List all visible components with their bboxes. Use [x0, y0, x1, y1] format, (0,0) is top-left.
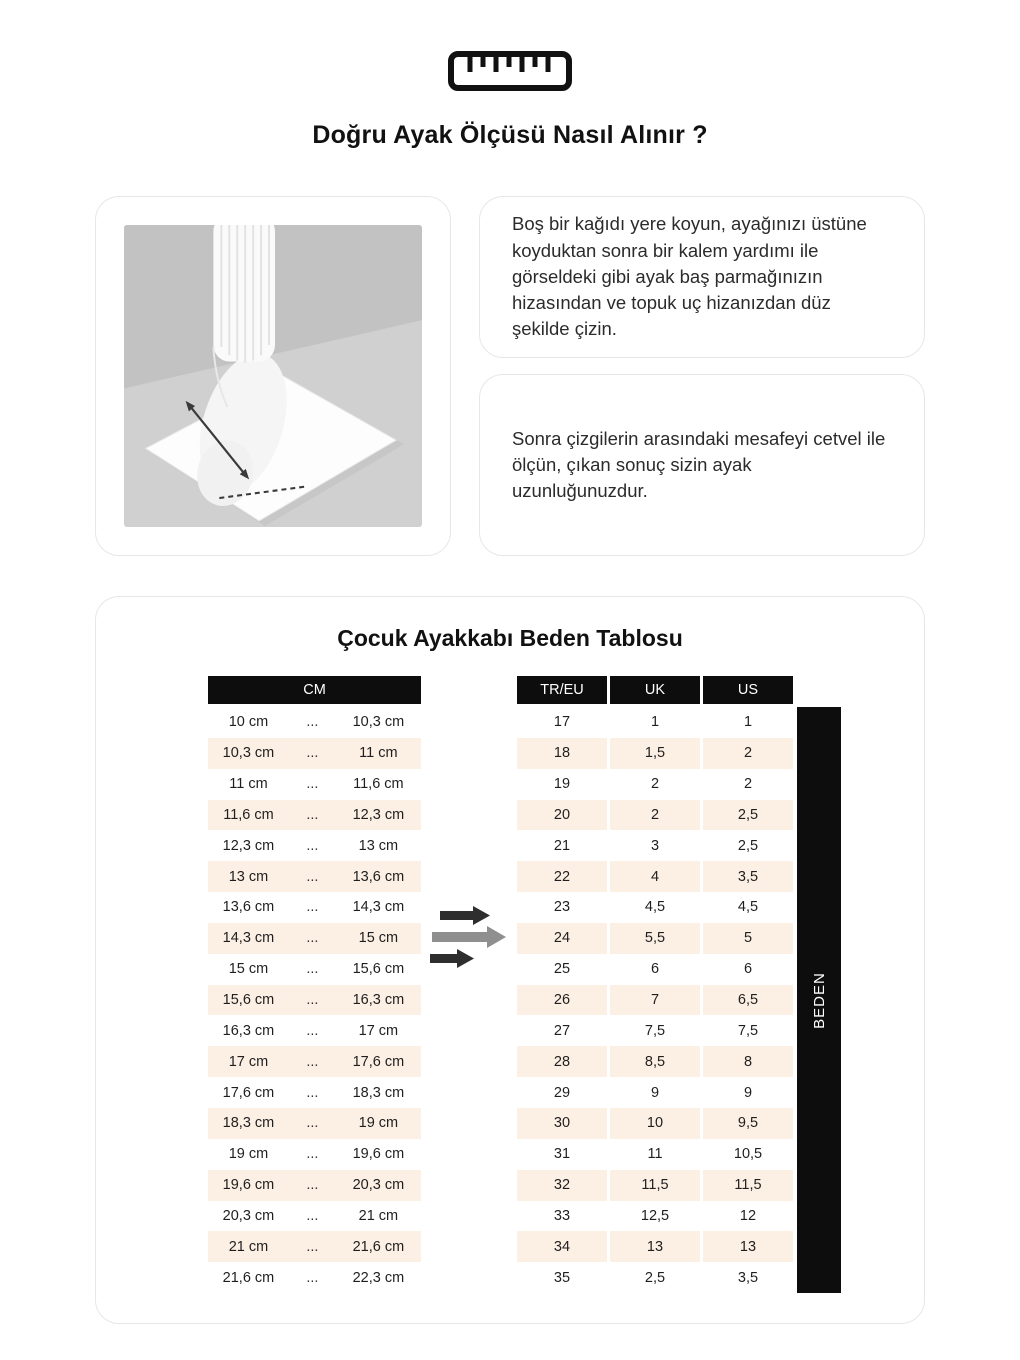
page-title: Doğru Ayak Ölçüsü Nasıl Alınır ? — [312, 121, 708, 149]
cm-table-row — [208, 861, 421, 892]
cm-to-value: 21 cm — [358, 1207, 399, 1224]
size-table-row — [517, 1077, 793, 1108]
size-cell: 7 — [610, 985, 700, 1016]
cm-to-value: 10,3 cm — [352, 714, 405, 731]
cm-from-value: 18,3 cm — [222, 1115, 275, 1132]
cm-separator: ... — [306, 1115, 319, 1132]
cm-separator: ... — [306, 930, 319, 947]
cm-to-value: 13 cm — [358, 837, 399, 854]
cm-from-value: 10,3 cm — [222, 745, 275, 762]
size-table-row — [517, 1046, 793, 1077]
size-table-row — [517, 954, 793, 985]
size-table-header: TR/EU — [517, 676, 607, 704]
cm-table-row — [208, 830, 421, 861]
cm-table-row — [208, 954, 421, 985]
cm-table-row — [208, 800, 421, 831]
cm-from-value: 21,6 cm — [222, 1269, 275, 1286]
size-table-head — [517, 676, 793, 704]
size-cell: 2 — [703, 769, 793, 800]
cm-to-value: 17 cm — [358, 1022, 399, 1039]
cm-to-value: 15,6 cm — [352, 961, 405, 978]
cm-table-row — [208, 985, 421, 1016]
size-cell: 7,5 — [610, 1015, 700, 1046]
cm-table-row — [208, 769, 421, 800]
cm-from-value: 21 cm — [228, 1238, 269, 1255]
cm-to-value: 12,3 cm — [352, 806, 405, 823]
cm-separator: ... — [306, 837, 319, 854]
size-cell: 4 — [610, 861, 700, 892]
cm-table-row — [208, 1170, 421, 1201]
size-cell: 8 — [703, 1046, 793, 1077]
size-chart-card — [95, 596, 925, 1324]
cm-from-value: 13 cm — [228, 868, 269, 885]
beden-side-label: BEDEN — [810, 971, 828, 1029]
size-cell: 27 — [517, 1015, 607, 1046]
size-cell: 11,5 — [703, 1170, 793, 1201]
cm-separator: ... — [306, 1207, 319, 1224]
size-cell: 19 — [517, 769, 607, 800]
size-cell: 30 — [517, 1108, 607, 1139]
size-cell: 33 — [517, 1201, 607, 1232]
size-cell: 32 — [517, 1170, 607, 1201]
size-cell: 1 — [610, 707, 700, 738]
cm-separator: ... — [306, 1084, 319, 1101]
cm-separator: ... — [306, 868, 319, 885]
size-cell: 7,5 — [703, 1015, 793, 1046]
size-cell: 2,5 — [703, 830, 793, 861]
instruction-text-1: Boş bir kağıdı yere koyun, ayağınızı üstüne koyduktan sonra bir kalem yardımı ile görseldeki gibi ayak baş parmağınızın hizasından ve topuk uç hizanızdan düz şekilde çizin. — [512, 213, 867, 340]
cm-from-value: 19 cm — [228, 1146, 269, 1163]
cm-table-body — [208, 707, 421, 1293]
size-cell: 29 — [517, 1077, 607, 1108]
size-cell: 13 — [610, 1231, 700, 1262]
cm-table-row — [208, 1201, 421, 1232]
cm-to-value: 22,3 cm — [352, 1269, 405, 1286]
cm-from-value: 13,6 cm — [222, 899, 275, 916]
size-table-row — [517, 985, 793, 1016]
size-cell: 11,5 — [610, 1170, 700, 1201]
size-cell: 2,5 — [703, 800, 793, 831]
size-cell: 10 — [610, 1108, 700, 1139]
size-cell: 4,5 — [703, 892, 793, 923]
size-cell: 6 — [703, 954, 793, 985]
cm-from-value: 11,6 cm — [223, 806, 274, 823]
size-table-row — [517, 923, 793, 954]
size-table-row — [517, 800, 793, 831]
cm-from-value: 11 cm — [229, 776, 268, 793]
cm-table-row — [208, 1231, 421, 1262]
cm-to-value: 19,6 cm — [352, 1146, 405, 1163]
size-table-row — [517, 707, 793, 738]
cm-separator: ... — [306, 1053, 319, 1070]
cm-from-value: 19,6 cm — [222, 1177, 275, 1194]
size-cell: 9 — [703, 1077, 793, 1108]
cm-to-value: 15 cm — [358, 930, 399, 947]
beden-side-bar — [797, 707, 841, 1293]
size-table-body — [517, 707, 793, 1293]
size-cell: 12 — [703, 1201, 793, 1232]
instruction-text-2: Sonra çizgilerin arasındaki mesafeyi cetvel ile ölçün, çıkan sonuç sizin ayak uzunluğunuzdur. — [512, 427, 886, 502]
howto-section — [95, 196, 925, 556]
size-table-row — [517, 1231, 793, 1262]
size-table-row — [517, 738, 793, 769]
size-table-row — [517, 1015, 793, 1046]
cm-table-row — [208, 923, 421, 954]
cm-to-value: 19 cm — [358, 1115, 399, 1132]
cm-separator: ... — [306, 961, 319, 978]
size-cell: 6 — [610, 954, 700, 985]
size-table-header: UK — [610, 676, 700, 704]
instruction-card-2 — [479, 374, 925, 556]
cm-table-row — [208, 738, 421, 769]
cm-to-value: 11 cm — [359, 745, 398, 762]
cm-to-value: 21,6 cm — [352, 1238, 405, 1255]
size-cell: 1,5 — [610, 738, 700, 769]
cm-separator: ... — [306, 899, 319, 916]
size-cell: 17 — [517, 707, 607, 738]
size-cell: 31 — [517, 1139, 607, 1170]
cm-to-value: 11,6 cm — [353, 776, 404, 793]
cm-from-value: 10 cm — [228, 714, 269, 731]
size-table-row — [517, 769, 793, 800]
size-table-header: US — [703, 676, 793, 704]
cm-to-value: 20,3 cm — [352, 1177, 405, 1194]
cm-separator: ... — [306, 776, 319, 793]
cm-table-row — [208, 1262, 421, 1293]
size-cell: 5,5 — [610, 923, 700, 954]
cm-table-row — [208, 707, 421, 738]
size-table-row — [517, 1108, 793, 1139]
size-cell: 9,5 — [703, 1108, 793, 1139]
cm-separator: ... — [306, 806, 319, 823]
size-cell: 5 — [703, 923, 793, 954]
size-table-row — [517, 861, 793, 892]
size-cell: 35 — [517, 1262, 607, 1293]
size-cell: 22 — [517, 861, 607, 892]
size-cell: 11 — [610, 1139, 700, 1170]
foot-photo-card — [95, 196, 451, 556]
size-chart-tables — [96, 676, 924, 1293]
size-cell: 8,5 — [610, 1046, 700, 1077]
size-table-row — [517, 1262, 793, 1293]
cm-separator: ... — [306, 745, 319, 762]
cm-from-value: 15 cm — [228, 961, 269, 978]
cm-separator: ... — [306, 1269, 319, 1286]
cm-from-value: 17 cm — [228, 1053, 269, 1070]
cm-to-value: 16,3 cm — [352, 992, 405, 1009]
size-cell: 12,5 — [610, 1201, 700, 1232]
size-cell: 25 — [517, 954, 607, 985]
cm-from-value: 17,6 cm — [222, 1084, 275, 1101]
cm-table-row — [208, 1077, 421, 1108]
size-cell: 26 — [517, 985, 607, 1016]
cm-to-value: 17,6 cm — [352, 1053, 405, 1070]
size-cell: 23 — [517, 892, 607, 923]
instruction-steps — [479, 196, 925, 556]
transfer-arrows-icon — [428, 904, 510, 975]
size-cell: 1 — [703, 707, 793, 738]
cm-separator: ... — [306, 1177, 319, 1194]
cm-separator: ... — [306, 1238, 319, 1255]
size-cell: 24 — [517, 923, 607, 954]
size-cell: 28 — [517, 1046, 607, 1077]
cm-table-header: CM — [208, 676, 421, 704]
cm-table-row — [208, 1139, 421, 1170]
size-table-row — [517, 1170, 793, 1201]
size-cell: 13 — [703, 1231, 793, 1262]
cm-from-value: 16,3 cm — [222, 1022, 275, 1039]
size-table-row — [517, 830, 793, 861]
size-cell: 20 — [517, 800, 607, 831]
cm-separator: ... — [306, 992, 319, 1009]
cm-to-value: 13,6 cm — [352, 868, 405, 885]
size-table-row — [517, 1201, 793, 1232]
size-cell: 34 — [517, 1231, 607, 1262]
instruction-card-1 — [479, 196, 925, 358]
cm-table — [208, 676, 421, 1293]
cm-table-row — [208, 892, 421, 923]
cm-from-value: 14,3 cm — [222, 930, 275, 947]
size-cell: 3,5 — [703, 861, 793, 892]
cm-to-value: 14,3 cm — [352, 899, 405, 916]
transfer-arrows — [421, 676, 517, 975]
size-table-row — [517, 1139, 793, 1170]
size-cell: 4,5 — [610, 892, 700, 923]
size-cell: 10,5 — [703, 1139, 793, 1170]
size-table-row — [517, 892, 793, 923]
cm-separator: ... — [306, 714, 319, 731]
cm-from-value: 15,6 cm — [222, 992, 275, 1009]
size-cell: 3,5 — [703, 1262, 793, 1293]
foot-measurement-photo — [124, 225, 422, 527]
ruler-icon-wrap — [0, 0, 1020, 97]
size-cell: 2 — [703, 738, 793, 769]
cm-table-row — [208, 1015, 421, 1046]
size-table — [517, 676, 793, 1293]
size-cell: 21 — [517, 830, 607, 861]
size-cell: 6,5 — [703, 985, 793, 1016]
ruler-icon — [447, 50, 573, 97]
cm-from-value: 20,3 cm — [222, 1207, 275, 1224]
cm-table-row — [208, 1046, 421, 1077]
size-cell: 18 — [517, 738, 607, 769]
cm-to-value: 18,3 cm — [352, 1084, 405, 1101]
size-cell: 9 — [610, 1077, 700, 1108]
cm-from-value: 12,3 cm — [222, 837, 275, 854]
cm-separator: ... — [306, 1146, 319, 1163]
size-cell: 3 — [610, 830, 700, 861]
cm-table-row — [208, 1108, 421, 1139]
size-cell: 2 — [610, 769, 700, 800]
size-chart-title: Çocuk Ayakkabı Beden Tablosu — [337, 625, 683, 651]
size-cell: 2 — [610, 800, 700, 831]
cm-separator: ... — [306, 1022, 319, 1039]
size-cell: 2,5 — [610, 1262, 700, 1293]
